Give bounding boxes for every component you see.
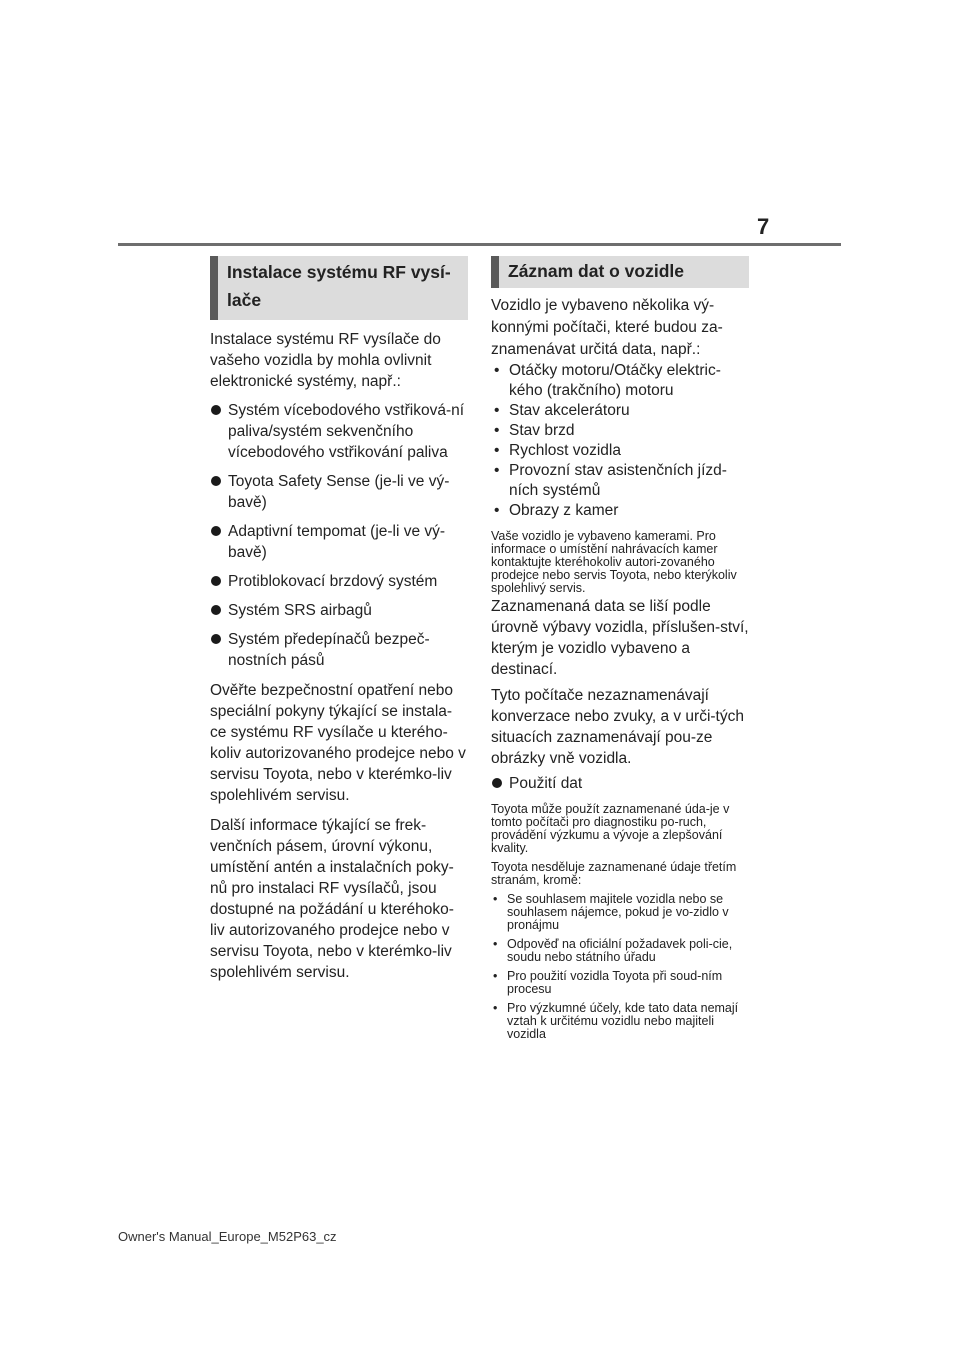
bullet-mark: •: [493, 892, 498, 906]
bullet-icon: [211, 576, 221, 586]
rf-section-heading: [210, 256, 468, 320]
exception-text: Se souhlasem majitele vozidla nebo se souhlasem nájemce, pokud je vo-zidlo v pronájmu: [507, 892, 729, 932]
rf-bullet: [210, 600, 468, 621]
rf-bullet-text: Systém vícebodového vstřiková-ní paliva/systém sekvenčního vícebodového vstřikování paliva: [228, 402, 465, 461]
record-item: [491, 461, 749, 501]
exception-item: [491, 970, 749, 996]
exception-item: [491, 893, 749, 932]
left-column: [210, 256, 468, 983]
exception-text: Pro použití vozidla Toyota při soud-ním procesu: [507, 969, 723, 996]
bullet-mark: •: [493, 969, 498, 983]
camera-note: Vaše vozidlo je vybaveno kamerami. Pro informace o umístění nahrávacích kamer kontaktujte kteréhokoliv autori-zovaného prodejce nebo servis Toyota, nebo kterýkoliv spolehlivý servis.: [491, 529, 737, 595]
rf-heading-text: Instalace systému RF vysí-lače: [227, 262, 451, 310]
record-item-text: Otáčky motoru/Otáčky elektric-kého (trakčního) motoru: [509, 362, 721, 399]
footer-text: Owner's Manual_Europe_M52P63_cz: [118, 1229, 337, 1244]
disclosure-note: Toyota nesděluje zaznamenané údaje třetím stranám, kromě:: [491, 860, 737, 887]
rf-bullet-text: Protiblokovací brzdový systém: [228, 573, 438, 590]
rf-safety-paragraph: Ověřte bezpečnostní opatření nebo speciální pokyny týkající se instala-ce systému RF vysílače u kterého-koliv autorizovaného prodejce nebo v servisu Toyota, nebo v kterémko-liv spolehlivém servisu.: [210, 682, 466, 804]
bullet-icon: [492, 778, 502, 788]
exception-item: [491, 1002, 749, 1041]
bullet-icon: [211, 476, 221, 486]
rf-info-paragraph: Další informace týkající se frek-venčních pásem, úrovní výkonu, umístění antén a instalačních poky-nů pro instalaci RF vysílačů, jsou dostupné na požádání u kteréhoko-liv autorizovaného prodejce nebo v servisu Toyota, nebo v kterémko-liv spolehlivém servisu.: [210, 817, 454, 981]
rf-bullet-text: Adaptivní tempomat (je-li ve vý-bavě): [228, 523, 446, 561]
exception-item: [491, 938, 749, 964]
rf-bullet: [210, 471, 468, 513]
data-variation-paragraph: Zaznamenaná data se liší podle úrovně výbavy vozidla, příslušen-ství, kterým je vozidlo vybaveno a destinací.: [491, 598, 749, 678]
exception-text: Odpověď na oficiální požadavek poli-cie, soudu nebo státního úřadu: [507, 937, 733, 964]
data-record-heading: [491, 256, 749, 288]
rf-intro: Instalace systému RF vysílače do vašeho vozidla by mohla ovlivnit elektronické systémy, např.:: [210, 331, 441, 390]
bullet-icon: [211, 634, 221, 644]
record-item: [491, 361, 749, 401]
bullet-mark: •: [494, 502, 500, 519]
no-audio-paragraph: Tyto počítače nezaznamenávají konverzace nebo zvuky, a v urči-tých situacích zaznamenávají pou-ze obrázky vně vozidla.: [491, 687, 744, 767]
rf-bullet: [210, 571, 468, 592]
data-use-heading-text: Použití dat: [509, 775, 583, 792]
data-use-note: Toyota může použít zaznamenané úda-je v tomto počítači pro diagnostiku po-ruch, provádění výzkumu a vývoje a zlepšování kvality.: [491, 802, 730, 855]
bullet-mark: •: [494, 422, 500, 439]
record-item-text: Provozní stav asistenčních jízd-ních systémů: [509, 462, 727, 499]
record-item-text: Stav akcelerátoru: [509, 402, 630, 419]
record-item: [491, 401, 749, 421]
bullet-mark: •: [494, 462, 500, 479]
page-number: 7: [757, 214, 770, 239]
bullet-icon: [211, 526, 221, 536]
right-column: [491, 256, 749, 1041]
rf-bullet-text: Systém SRS airbagů: [228, 602, 372, 619]
record-item: [491, 441, 749, 461]
rf-bullet: [210, 521, 468, 563]
exception-text: Pro výzkumné účely, kde tato data nemají vztah k určitému vozidlu nebo majiteli vozidla: [507, 1001, 739, 1041]
data-record-heading-text: Záznam dat o vozidle: [508, 261, 684, 281]
bullet-mark: •: [494, 362, 500, 379]
rf-bullet-text: Toyota Safety Sense (je-li ve vý-bavě): [228, 473, 450, 511]
rf-bullet-text: Systém předepínačů bezpeč-nostních pásů: [228, 631, 430, 669]
bullet-mark: •: [494, 402, 500, 419]
bullet-mark: •: [494, 442, 500, 459]
record-item-text: Obrazy z kamer: [509, 502, 619, 519]
top-rule: [118, 243, 841, 246]
rf-bullet: [210, 629, 468, 671]
record-item: [491, 421, 749, 441]
record-item-text: Stav brzd: [509, 422, 575, 439]
bullet-icon: [211, 405, 221, 415]
data-record-intro: Vozidlo je vybaveno několika vý-konnými počítači, které budou za-znamenávat určitá data, např.:: [491, 297, 723, 358]
bullet-icon: [211, 605, 221, 615]
record-item: [491, 501, 749, 521]
record-item-text: Rychlost vozidla: [509, 442, 621, 459]
bullet-mark: •: [493, 937, 498, 951]
bullet-mark: •: [493, 1001, 498, 1015]
data-use-heading: [491, 773, 749, 794]
rf-bullet: [210, 400, 468, 463]
